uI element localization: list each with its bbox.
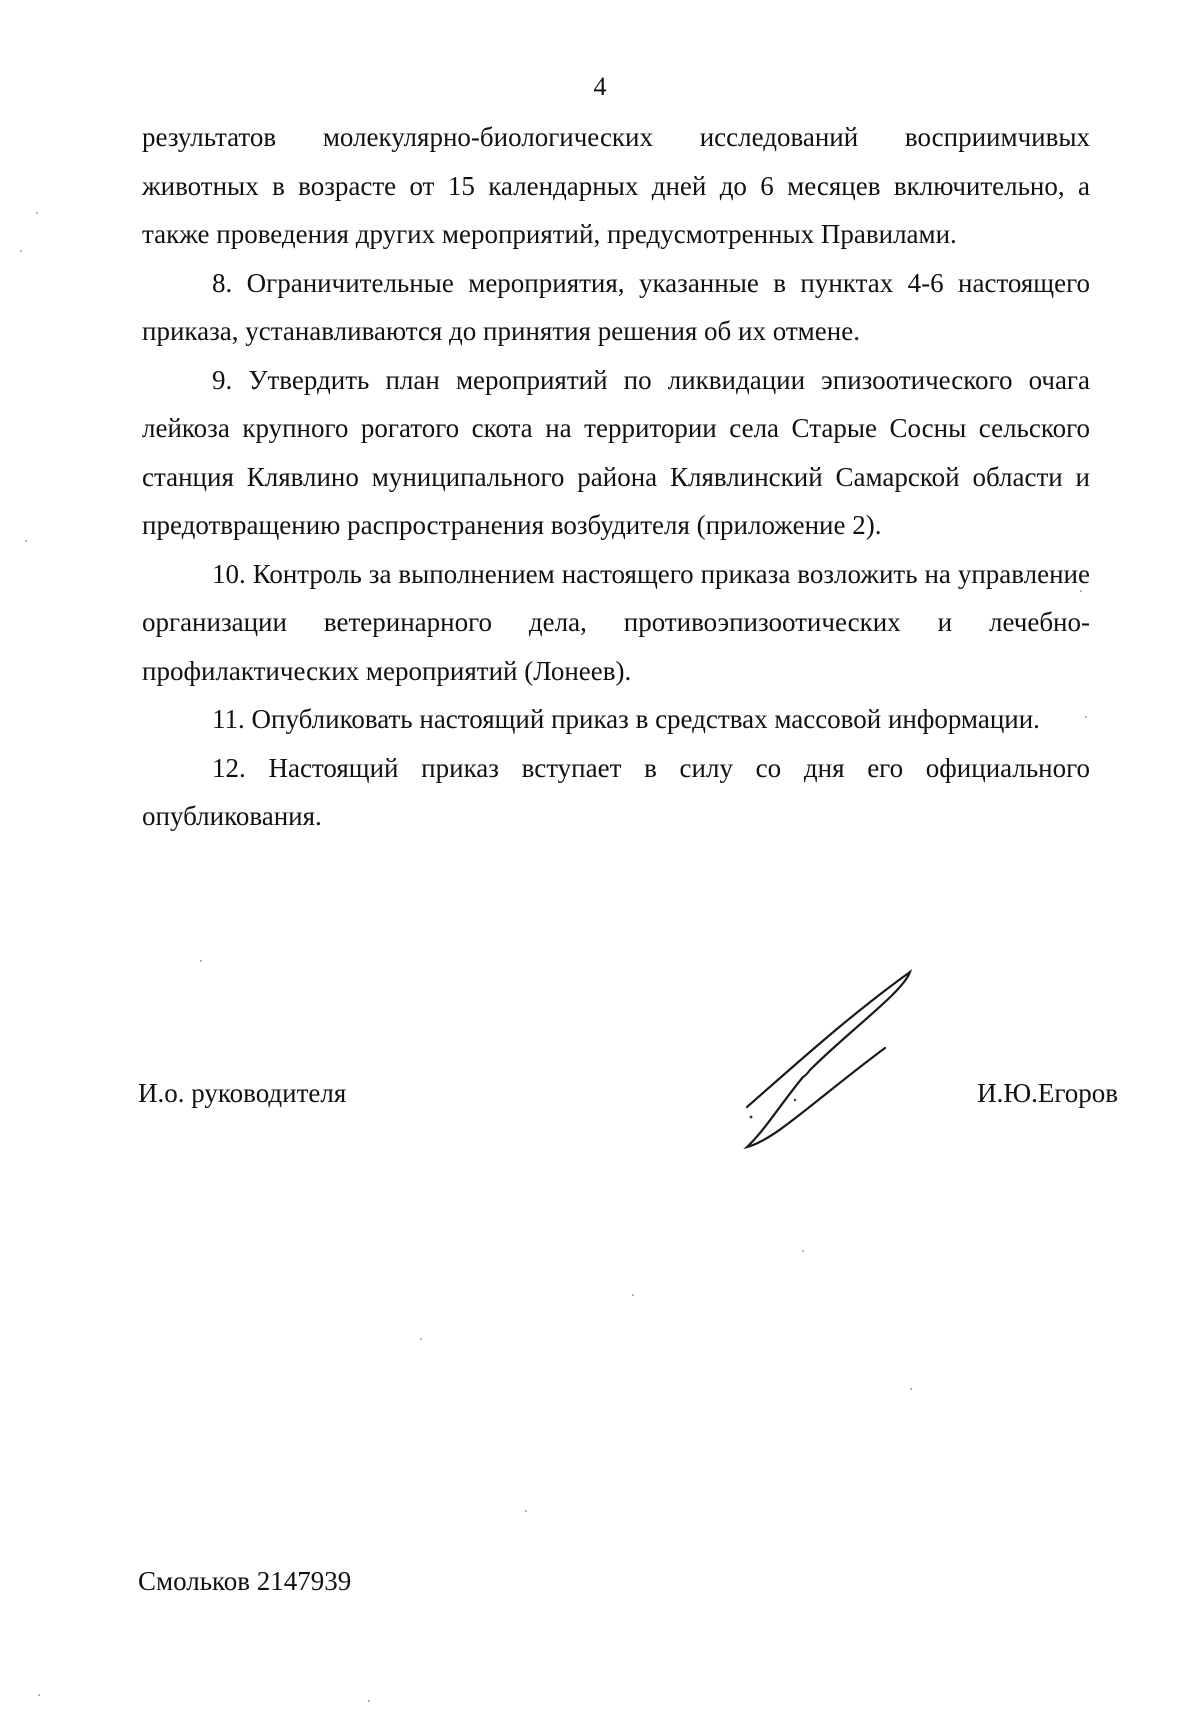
scan-speck xyxy=(1085,716,1087,718)
scan-speck xyxy=(525,1510,527,1512)
paragraph-item-12: 12. Настоящий приказ вступает в силу со дня его официального опубликования. xyxy=(142,752,1090,831)
scan-speck xyxy=(36,212,38,214)
scan-speck xyxy=(368,1700,370,1702)
page-number: 4 xyxy=(593,72,607,101)
document-body xyxy=(142,113,1090,841)
scan-speck xyxy=(420,1338,422,1340)
paragraph-item-11: 11. Опубликовать настоящий приказ в средствах массовой информации. xyxy=(212,704,1040,734)
signatory-name: И.Ю.Егоров xyxy=(977,1078,1118,1108)
signatory-role: И.о. руководителя xyxy=(138,1078,347,1108)
executor-contact: Смольков 2147939 xyxy=(138,1566,352,1596)
scan-speck xyxy=(802,1250,804,1252)
scan-speck xyxy=(632,1294,634,1296)
paragraph-item-8: 8. Ограничительные мероприятия, указанные в пунктах 4-6 настоящего приказа, устанавливаются до принятия решения об их отмене. xyxy=(142,267,1090,346)
scan-speck xyxy=(200,960,202,962)
scan-speck xyxy=(1080,590,1082,592)
scan-speck xyxy=(25,540,27,542)
scan-speck xyxy=(38,1694,40,1696)
paragraph-item-10: 10. Контроль за выполнением настоящего приказа возложить на управление организации ветеринарного дела, противоэпизоотических и лечебно-профилактических мероприятий (Лонеев). xyxy=(142,558,1090,686)
paragraph-item-9: 9. Утвердить план мероприятий по ликвидации эпизоотического очага лейкоза крупного рогатого скота на территории села Старые Сосны сельского станция Клявлино муниципального района Клявлинский Самарской области и предотвращению распространения возбудителя (приложение 2). xyxy=(142,364,1090,540)
scan-speck xyxy=(910,1388,912,1390)
scan-speck xyxy=(20,250,22,252)
paragraph-continuation: результатов молекулярно-биологических исследований восприимчивых животных в возрасте от 15 календарных дней до 6 месяцев включительно, а также проведения других мероприятий, предусмотренных Правилами. xyxy=(142,122,1090,249)
handwritten-signature-icon xyxy=(735,960,935,1160)
